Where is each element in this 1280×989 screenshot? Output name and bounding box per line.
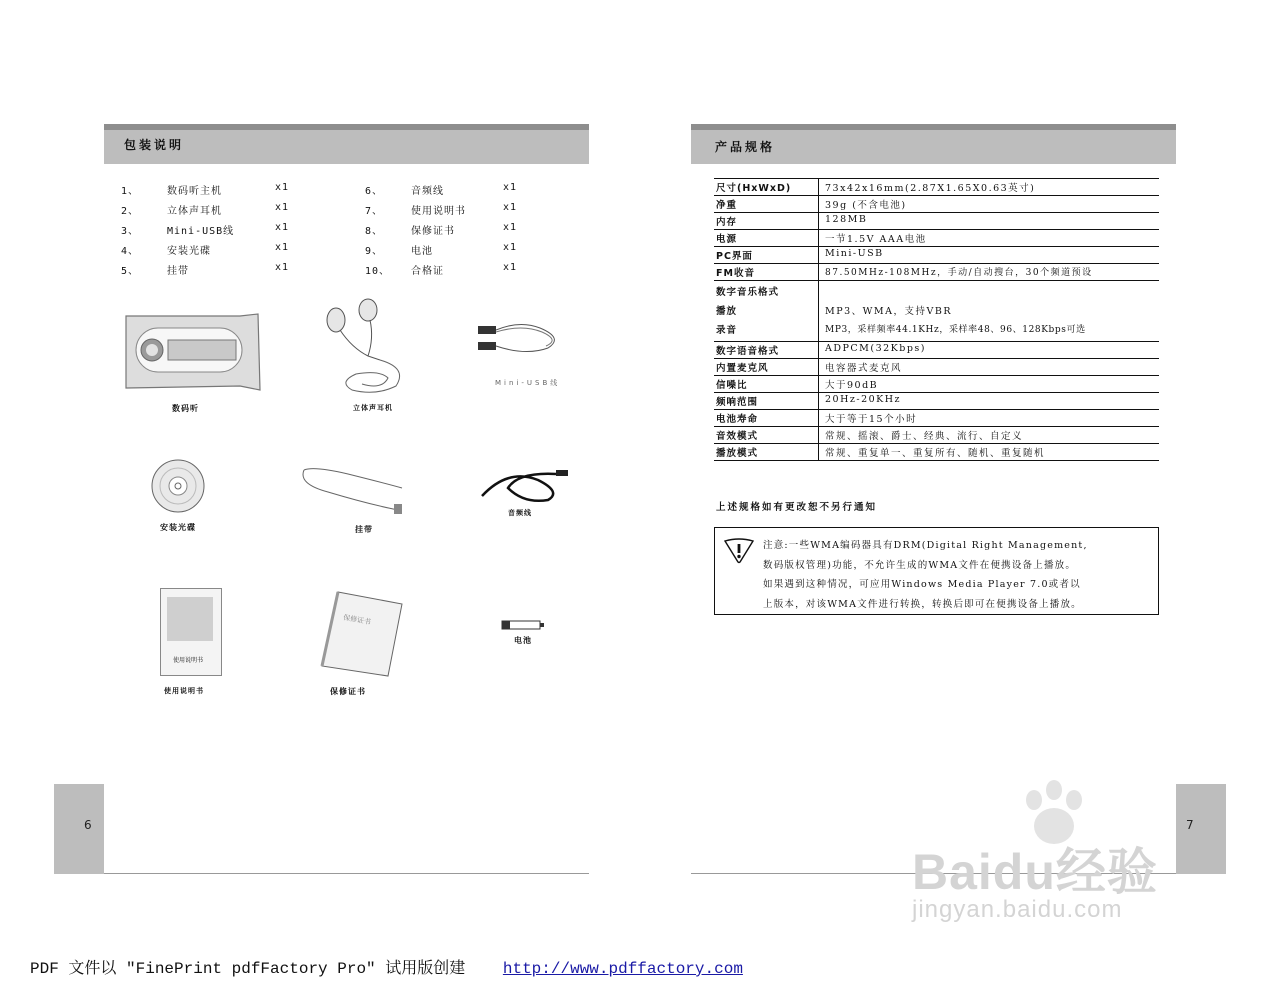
list-item	[275, 202, 289, 213]
manual-photo	[167, 597, 213, 641]
table-row	[714, 444, 1159, 461]
spec-key: PC界面	[714, 247, 819, 263]
table-row	[714, 230, 1159, 247]
spec-key: 数字音乐格式	[716, 287, 780, 298]
table-row	[714, 376, 1159, 393]
spec-key: 内存	[714, 213, 819, 229]
left-bottom-rule	[104, 873, 589, 874]
spec-key: 频响范围	[714, 393, 819, 409]
list-item	[503, 242, 517, 253]
table-row	[714, 342, 1159, 359]
warranty-cover-title: 保修证书	[342, 613, 372, 627]
table-row	[714, 196, 1159, 213]
spec-value: MP3、WMA，支持VBR	[825, 306, 953, 317]
table-row	[714, 213, 1159, 230]
list-item	[503, 222, 517, 233]
spec-key: 播放模式	[714, 444, 819, 460]
caption-earphones: 立体声耳机	[353, 404, 393, 412]
list-item	[275, 182, 289, 193]
player-illustration	[122, 312, 262, 392]
header-stripe	[691, 124, 1176, 130]
list-item	[365, 182, 383, 197]
item-qty: x1	[275, 262, 290, 273]
list-item	[503, 262, 517, 273]
item-number: 2、	[121, 206, 140, 217]
right-page-number: 7	[1186, 818, 1194, 832]
note-line: 如果遇到这种情况，可应用Windows Media Player 7.0或者以	[763, 579, 1081, 590]
left-page-number: 6	[84, 818, 92, 832]
caption-warranty: 保修证书	[330, 687, 366, 696]
spec-value-blank	[825, 283, 1159, 302]
note-text	[763, 536, 1155, 614]
item-number: 3、	[121, 226, 140, 237]
spec-key-group	[714, 281, 819, 341]
list-item	[365, 202, 383, 217]
note-line: 上版本，对该WMA文件进行转换，转换后即可在便携设备上播放。	[763, 598, 1082, 610]
item-qty: x1	[503, 222, 518, 233]
manual-cover-title: 使用说明书	[173, 657, 204, 664]
caption-battery: 电池	[514, 636, 532, 645]
list-item	[365, 222, 383, 237]
spec-table	[714, 178, 1159, 461]
note-line: 注意:一些WMA编码器具有DRM(Digital Right Management,	[763, 540, 1088, 551]
list-item	[121, 222, 139, 237]
spec-value: Mini-USB	[825, 248, 884, 259]
table-row	[714, 393, 1159, 410]
caption-manual: 使用说明书	[164, 687, 204, 695]
item-number: 1、	[121, 186, 140, 197]
spec-key: 数字语音格式	[714, 342, 819, 358]
item-qty: x1	[275, 222, 290, 233]
caption-usb: Mini-USB线	[495, 379, 561, 387]
spec-disclaimer: 上述规格如有更改恕不另行通知	[716, 502, 878, 513]
list-item	[411, 202, 466, 217]
caption-cd: 安装光碟	[160, 523, 196, 532]
note-line: 数码版权管理)功能，不允许生成的WMA文件在便携设备上播放。	[763, 559, 1077, 571]
list-item	[121, 242, 139, 257]
spec-value: ADPCM(32Kbps)	[825, 343, 927, 354]
item-qty: x1	[275, 182, 290, 193]
pdf-footer	[30, 955, 743, 978]
item-number: 8、	[365, 226, 384, 237]
header-stripe	[104, 124, 589, 130]
watermark-brand: Baidu经验	[912, 844, 1158, 900]
list-item	[503, 202, 517, 213]
strap-illustration	[298, 464, 408, 520]
item-name: 安装光碟	[167, 246, 211, 257]
spec-key: 播放	[716, 306, 738, 317]
spec-key: 内置麦克风	[714, 359, 819, 375]
list-item	[365, 242, 383, 257]
spec-key: 电池寿命	[714, 410, 819, 426]
item-qty: x1	[503, 242, 518, 253]
spec-key: 录音	[716, 325, 738, 336]
table-row	[714, 247, 1159, 264]
earphones-illustration	[322, 298, 412, 398]
list-item	[167, 182, 222, 197]
item-number: 5、	[121, 266, 140, 277]
list-item	[275, 222, 289, 233]
spec-key: 音效模式	[714, 427, 819, 443]
list-item	[411, 182, 444, 197]
item-number: 10、	[365, 266, 391, 277]
footer-link[interactable]: http://www.pdffactory.com	[502, 960, 743, 978]
item-name: 数码听主机	[167, 186, 222, 197]
watermark-url: jingyan.baidu.com	[912, 896, 1123, 923]
caption-player: 数码听	[172, 404, 199, 413]
item-name: 保修证书	[411, 226, 455, 237]
item-qty: x1	[503, 202, 518, 213]
spec-value: 常规、重复单一、重复所有、随机、重复随机	[825, 448, 1046, 459]
spec-value: 87.50MHz-108MHz，手动/自动搜台，30个频道预设	[825, 268, 1093, 278]
item-name: 合格证	[411, 266, 444, 277]
spec-value: MP3，采样频率44.1KHz，采样率48、96、128Kbps可选	[825, 325, 1086, 335]
list-item	[121, 262, 139, 277]
warranty-book-illustration	[318, 588, 406, 680]
footer-text: PDF 文件以 "FinePrint pdfFactory Pro" 试用版创建	[30, 960, 466, 978]
table-row-music-format	[714, 281, 1159, 342]
table-row	[714, 359, 1159, 376]
item-name: 立体声耳机	[167, 206, 222, 217]
spec-value: 大于等于15个小时	[825, 414, 918, 425]
usb-cable-illustration	[470, 318, 570, 360]
item-qty: x1	[275, 242, 290, 253]
table-row	[714, 427, 1159, 444]
list-item	[275, 242, 289, 253]
manual-illustration	[160, 588, 222, 676]
list-item	[167, 202, 222, 217]
item-name: 音频线	[411, 186, 444, 197]
list-item	[275, 262, 289, 273]
battery-illustration	[500, 618, 546, 632]
list-item	[503, 182, 517, 193]
item-qty: x1	[503, 262, 518, 273]
spec-key: 信噪比	[714, 376, 819, 392]
spec-value: 20Hz-20KHz	[825, 394, 902, 405]
table-row	[714, 410, 1159, 427]
item-qty: x1	[275, 202, 290, 213]
list-item	[167, 222, 234, 237]
table-row	[714, 179, 1159, 196]
item-number: 6、	[365, 186, 384, 197]
spec-value: 电容器式麦克风	[825, 363, 903, 374]
item-name: Mini-USB线	[167, 226, 235, 237]
spec-value: 39g (不含电池)	[825, 200, 907, 211]
list-item	[121, 202, 139, 217]
left-page-tab	[54, 784, 104, 874]
spec-key: FM收音	[714, 264, 819, 280]
list-item	[411, 242, 433, 257]
left-section-header	[104, 124, 589, 164]
list-item	[411, 222, 455, 237]
spec-value: 一节1.5V AAA电池	[825, 234, 927, 245]
spec-value: 常规、摇滚、爵士、经典、流行、自定义	[825, 431, 1024, 442]
right-section-header	[691, 124, 1176, 164]
table-row	[714, 264, 1159, 281]
item-number: 7、	[365, 206, 384, 217]
spec-value: 128MB	[825, 214, 868, 225]
note-box	[714, 527, 1159, 615]
audio-cable-illustration	[478, 458, 572, 506]
caption-strap: 挂带	[355, 525, 373, 534]
spec-value: 大于90dB	[825, 380, 879, 391]
list-item	[365, 262, 390, 277]
spec-value-group	[819, 281, 1159, 341]
right-page-tab	[1176, 784, 1226, 874]
spec-key: 净重	[714, 196, 819, 212]
item-qty: x1	[503, 182, 518, 193]
item-number: 9、	[365, 246, 384, 257]
left-section-title: 包装说明	[124, 138, 185, 152]
right-section-title: 产品规格	[715, 140, 776, 154]
list-item	[411, 262, 444, 277]
list-item	[167, 262, 189, 277]
item-name: 电池	[411, 246, 433, 257]
item-name: 使用说明书	[411, 206, 466, 217]
caption-audio-cable: 音频线	[508, 509, 532, 517]
item-name: 挂带	[167, 266, 189, 277]
cd-illustration	[150, 458, 206, 514]
spec-key: 尺寸(HxWxD)	[714, 179, 819, 195]
spec-value: 73x42x16mm(2.87X1.65X0.63英寸)	[825, 183, 1036, 194]
list-item	[167, 242, 211, 257]
spec-key: 电源	[714, 230, 819, 246]
list-item	[121, 182, 139, 197]
item-number: 4、	[121, 246, 140, 257]
warning-icon	[723, 538, 755, 564]
